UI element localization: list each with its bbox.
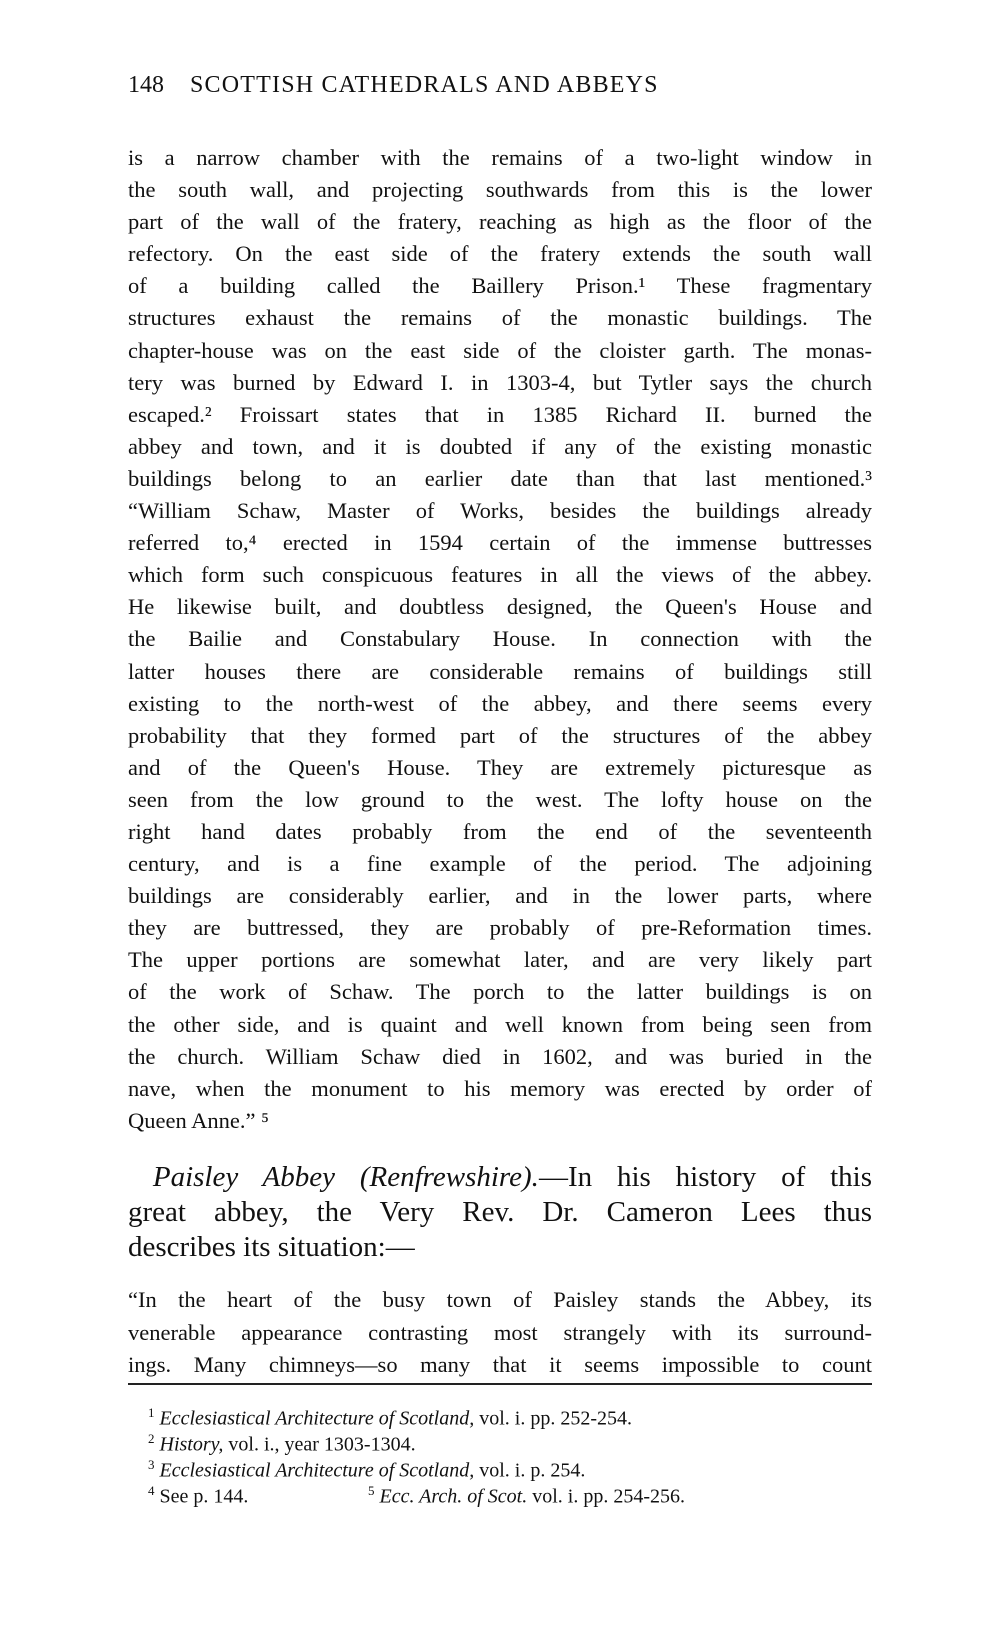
body-text — [128, 142, 872, 1137]
text-line: abbey and town, and it is doubted if any of the existing monastic — [128, 433, 872, 459]
text-line: probability that they formed part of the structures of the abbey — [128, 722, 872, 748]
footnote-title: History, — [159, 1433, 224, 1456]
text-line: refectory. On the east side of the fratery extends the south wall — [128, 241, 872, 267]
footnote-title: Ecclesiastical Architecture of Scotland, — [159, 1459, 475, 1482]
section-heading: Paisley Abbey (Renfrewshire). — [152, 1161, 539, 1193]
paisley-abbey-paragraph — [128, 1160, 872, 1265]
footnote-mark: 4 — [148, 1483, 155, 1498]
text-line: “In the heart of the busy town of Paisley stands the Abbey, its — [128, 1287, 872, 1312]
text-line: great abbey, the Very Rev. Dr. Cameron Lees thus — [128, 1196, 872, 1228]
text-line: and of the Queen's House. They are extremely picturesque as — [128, 754, 872, 780]
text-line: structures exhaust the remains of the monastic buildings. The — [128, 305, 872, 331]
text-line: tery was burned by Edward I. in 1303-4, but Tytler says the church — [128, 369, 872, 395]
footnote-title: Ecc. Arch. of Scot. — [379, 1485, 528, 1508]
footnote-text: vol. i., year 1303-1304. — [223, 1433, 416, 1456]
footnote-mark: 1 — [148, 1405, 155, 1420]
text-line — [128, 1160, 872, 1195]
text-line: latter houses there are considerable remains of buildings still — [128, 658, 872, 684]
footnote-mark: 3 — [148, 1457, 155, 1472]
text-line: buildings are considerably earlier, and in the lower parts, where — [128, 883, 872, 909]
text-line: He likewise built, and doubtless designed, the Queen's House and — [128, 594, 872, 620]
footnote-text: vol. i. pp. 252-254. — [474, 1407, 633, 1430]
text-line-rest: —In his history of this — [538, 1161, 872, 1193]
running-header — [128, 72, 872, 104]
text-line: seen from the low ground to the west. The lofty house on the — [128, 786, 872, 812]
text-line: referred to,⁴ erected in 1594 certain of the immense buttresses — [128, 530, 872, 556]
footnote-mark: 5 — [368, 1483, 375, 1498]
text-line: chapter-house was on the east side of the cloister garth. The monas- — [128, 337, 872, 363]
text-line: buildings belong to an earlier date than that last mentioned.³ — [128, 465, 872, 491]
text-line: the south wall, and projecting southwards from this is the lower — [128, 177, 872, 203]
text-line: the Bailie and Constabulary House. In connection with the — [128, 626, 872, 652]
quotation — [128, 1284, 872, 1382]
text-line: venerable appearance contrasting most strangely with its surround- — [128, 1319, 872, 1345]
footnote-1 — [148, 1400, 872, 1430]
text-line: they are buttressed, they are probably of pre-Reformation times. — [128, 915, 872, 941]
footnote-text: See p. 144. — [154, 1485, 249, 1508]
footnote-text: vol. i. pp. 254-256. — [527, 1485, 686, 1508]
text-line: of a building called the Baillery Prison.¹ These fragmentary — [128, 273, 872, 299]
page-number: 148 — [128, 72, 164, 98]
footnote-text: vol. i. p. 254. — [474, 1459, 586, 1482]
text-line: escaped.² Froissart states that in 1385 Richard II. burned the — [128, 401, 872, 427]
text-line: the other side, and is quaint and well known from being seen from — [128, 1011, 872, 1037]
text-line: of the work of Schaw. The porch to the latter buildings is on — [128, 979, 872, 1005]
footnote-3 — [148, 1452, 872, 1482]
text-line: nave, when the monument to his memory was erected by order of — [128, 1075, 872, 1101]
footnote-4-5 — [148, 1478, 872, 1508]
text-line: describes its situation:— — [128, 1231, 415, 1263]
footnote-divider — [128, 1383, 872, 1385]
text-line: Queen Anne.” ⁵ — [128, 1107, 269, 1133]
text-line: ings. Many chimneys—so many that it seems impossible to count — [128, 1352, 872, 1377]
text-line: existing to the north-west of the abbey, and there seems every — [128, 690, 872, 716]
footnote-mark: 2 — [148, 1431, 155, 1446]
text-line: which form such conspicuous features in all the views of the abbey. — [128, 562, 872, 588]
footnote-title: Ecclesiastical Architecture of Scotland, — [159, 1407, 475, 1430]
text-line: the church. William Schaw died in 1602, and was buried in the — [128, 1043, 872, 1069]
footnote-2 — [148, 1426, 872, 1456]
text-line: “William Schaw, Master of Works, besides the buildings already — [128, 498, 872, 524]
text-line: is a narrow chamber with the remains of a two-light window in — [128, 145, 872, 170]
running-title: SCOTTISH CATHEDRALS AND ABBEYS — [190, 72, 659, 98]
text-line: The upper portions are somewhat later, and are very likely part — [128, 947, 872, 973]
footnotes — [148, 1400, 872, 1508]
text-line: century, and is a fine example of the period. The adjoining — [128, 851, 872, 877]
text-line: right hand dates probably from the end of the seventeenth — [128, 818, 872, 844]
text-line: part of the wall of the fratery, reaching as high as the floor of the — [128, 209, 872, 235]
